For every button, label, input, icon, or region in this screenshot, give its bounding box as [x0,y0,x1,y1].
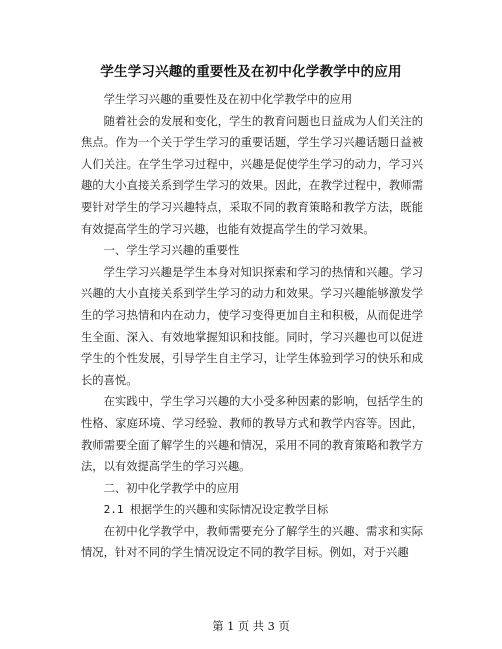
section-heading-2: 二、初中化学教学中的应用 [103,481,240,495]
paragraph-subtitle: 学生学习兴趣的重要性及在初中化学教学中的应用 [103,93,353,106]
paragraph-section-2-1: 在初中化学教学中，教师需要充分了解学生的兴趣、需求和实际情况，针对不同的学生情况设定不同的教学目标。例如，对于兴趣 [81,524,423,560]
section-heading-1: 一、学生学习兴趣的重要性 [103,244,240,258]
paragraph-section-1: 学生学习兴趣是学生本身对知识探索和学习的热情和兴趣。学习兴趣的大小直接关系到学生学习的动力和效果。学习兴趣能够激发学生的学习热情和内在动力，使学习变得更加自主和积极，从而促进学生全面、深入、有效地掌握知识和技能。同时，学习兴趣也可以促进学生的个性发展，引导学生自主学习，让学生体验到学习的快乐和成长的喜悦。 [81,265,423,387]
document-title: 学生学习兴趣的重要性及在初中化学教学中的应用 [100,64,402,80]
document-body [81,89,423,564]
paragraph-intro: 随着社会的发展和变化，学生的教育问题也日益成为人们关注的焦点。作为一个关于学生学习的重要话题，学生学习兴趣话题日益被人们关注。在学生学习过程中，兴趣是促使学生学习的动力，学习兴趣的大小直接关系到学生学习的效果。因此，在教学过程中，教师需要针对学生的学习兴趣特点，采取不同的教育策略和教学方法，既能有效提高学生的学习兴趣，也能有效提高学生的学习效果。 [81,114,423,236]
subsection-heading-2-1: 2.1 根据学生的兴趣和实际情况设定教学目标 [103,503,329,517]
page-number: 第 1 页 共 3 页 [212,620,290,633]
paragraph-practice: 在实践中，学生学习兴趣的大小受多种因素的影响，包括学生的性格、家庭环境、学习经验、教师的教导方式和教学内容等。因此，教师需要全面了解学生的兴趣和情况，采用不同的教育策略和教学方法，以有效提高学生的学习兴趣。 [81,395,423,474]
